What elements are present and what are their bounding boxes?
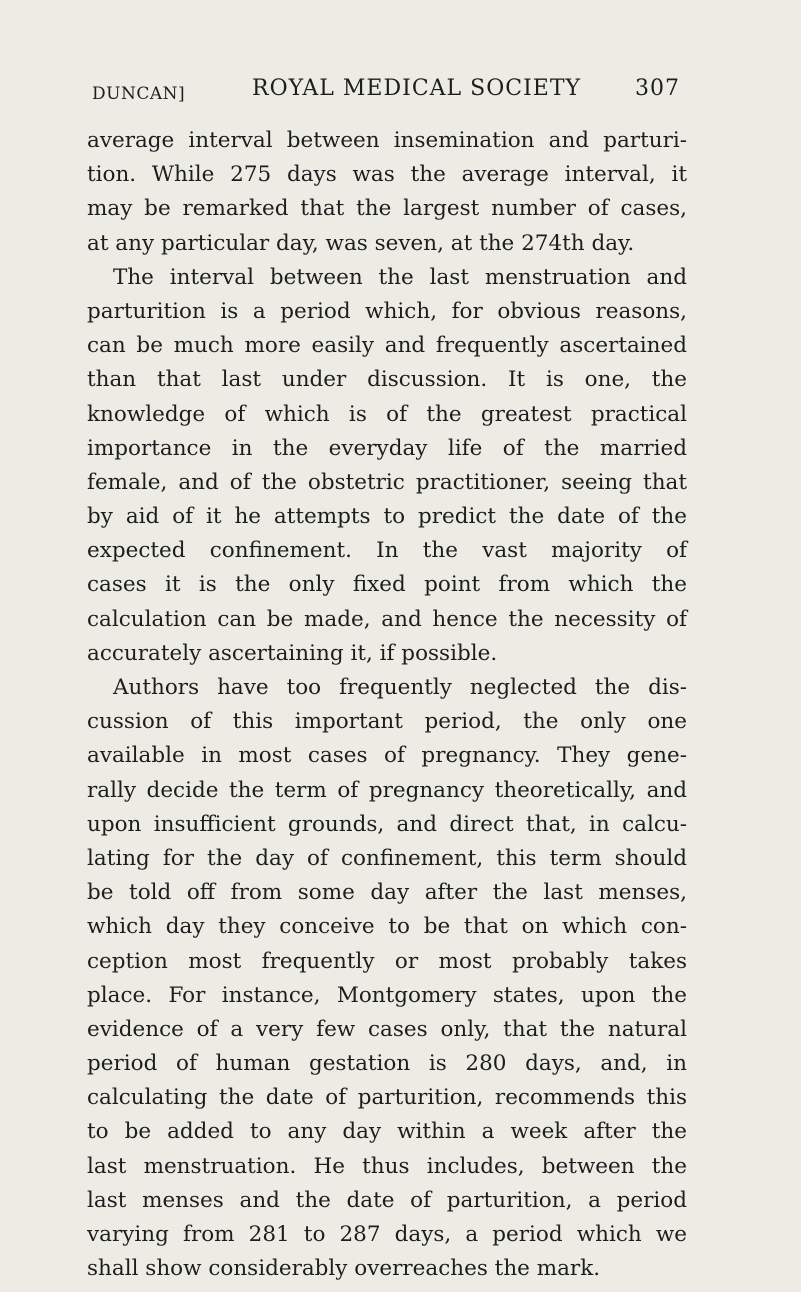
- page-number: 307: [635, 76, 680, 101]
- text-line: average interval between insemination and parturi-: [87, 128, 687, 153]
- text-line: calculating the date of parturition, recommends this: [87, 1085, 687, 1111]
- text-line: at any particular day, was seven, at the 274th day.: [87, 230, 635, 256]
- text-line: tion. While 275 days was the average interval, it: [87, 162, 687, 188]
- text-line: female, and of the obstetric practitioner, seeing that: [87, 469, 687, 495]
- text-line: parturition is a period which, for obvious reasons,: [87, 298, 687, 324]
- text-line: importance in the everyday life of the married: [87, 435, 687, 461]
- text-line: shall show considerably overreaches the mark.: [87, 1256, 601, 1282]
- text-line: expected confinement. In the vast majority of: [87, 538, 687, 564]
- text-line: accurately ascertaining it, if possible.: [87, 640, 498, 666]
- text-line: calculation can be made, and hence the necessity of: [87, 606, 687, 632]
- text-line: period of human gestation is 280 days, and, in: [87, 1051, 687, 1077]
- running-head-author: DUNCAN]: [92, 84, 186, 104]
- text-line: ception most frequently or most probably takes: [87, 948, 687, 974]
- text-line: Authors have too frequently neglected the dis-: [113, 675, 687, 700]
- running-head: [92, 76, 680, 116]
- text-line: cussion of this important period, the only one: [87, 709, 687, 735]
- text-line: than that last under discussion. It is one, the: [87, 367, 687, 393]
- text-line: available in most cases of pregnancy. They gene-: [87, 743, 687, 769]
- text-line: cases it is the only fixed point from which the: [87, 572, 687, 598]
- text-line: to be added to any day within a week after the: [87, 1119, 687, 1145]
- text-line: The interval between the last menstruation and: [113, 264, 687, 290]
- text-line: varying from 281 to 287 days, a period which we: [87, 1222, 687, 1247]
- text-line: which day they conceive to be that on which con-: [87, 914, 687, 940]
- text-line: knowledge of which is of the greatest practical: [87, 401, 687, 427]
- text-line: evidence of a very few cases only, that the natural: [87, 1016, 687, 1042]
- text-line: by aid of it he attempts to predict the date of the: [87, 504, 687, 530]
- text-line: upon insufficient grounds, and direct that, in calcu-: [87, 811, 687, 837]
- text-line: place. For instance, Montgomery states, upon the: [87, 982, 687, 1008]
- text-line: last menstruation. He thus includes, between the: [87, 1153, 687, 1179]
- running-head-title: ROYAL MEDICAL SOCIETY: [252, 76, 582, 101]
- body-text: [87, 124, 687, 1286]
- text-line: may be remarked that the largest number of cases,: [87, 196, 687, 222]
- text-line: can be much more easily and frequently ascertained: [87, 333, 687, 359]
- text-line: last menses and the date of parturition, a period: [87, 1187, 687, 1213]
- text-line: rally decide the term of pregnancy theoretically, and: [87, 777, 687, 803]
- text-line: lating for the day of confinement, this term should: [87, 845, 687, 871]
- text-line: be told off from some day after the last menses,: [87, 880, 687, 906]
